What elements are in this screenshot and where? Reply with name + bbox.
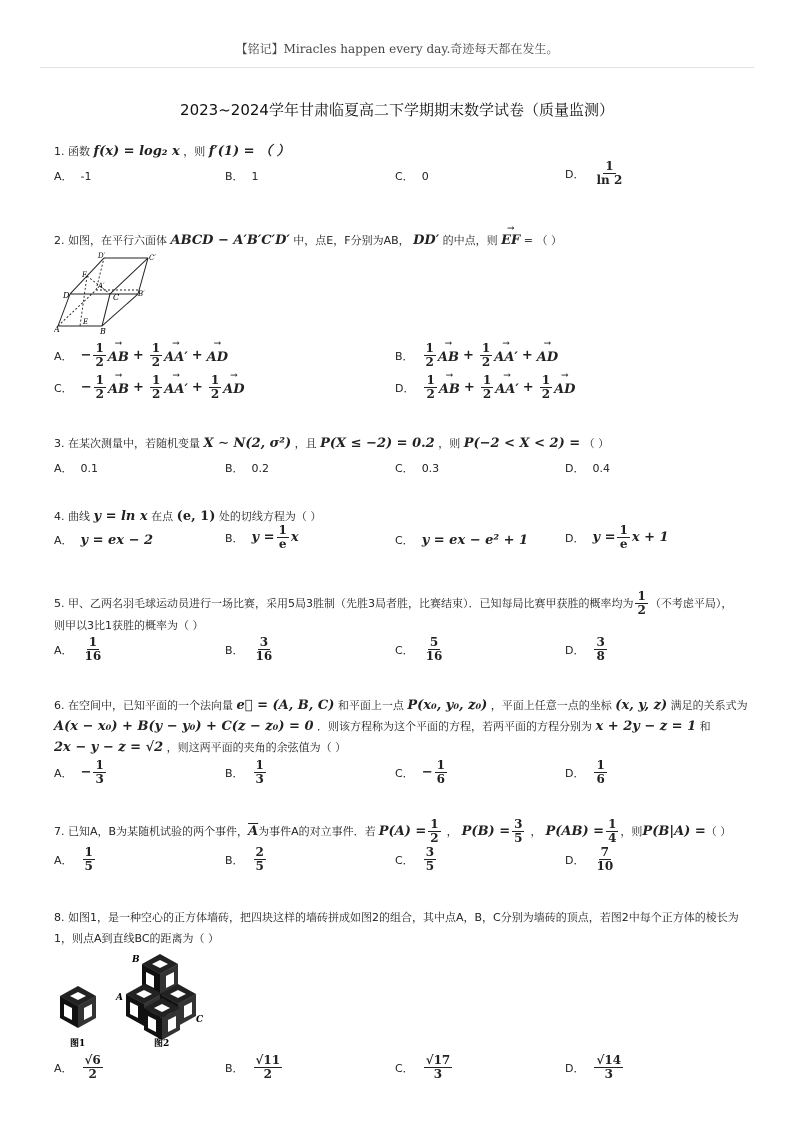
q6-option-c[interactable] (395, 759, 449, 786)
q2-option-b[interactable] (395, 342, 558, 369)
q2-solid: ABCD − A′B′C′D′ (170, 233, 290, 248)
vec-aa1: → AA′ (494, 346, 518, 365)
num: 1 (95, 758, 104, 772)
num: 1 (84, 845, 93, 859)
sign: + (522, 380, 534, 395)
fig-label-e: E (83, 318, 89, 326)
den: 2 (481, 355, 491, 369)
q2-mid2: 的中点，则 (442, 234, 498, 247)
num: 1 (482, 373, 492, 387)
q3-tail: （ ） (583, 437, 610, 450)
option-letter: A． (54, 534, 73, 547)
q7-option-b[interactable] (225, 846, 268, 873)
option-letter: C． (54, 381, 73, 395)
fig-label-c1: C′ (149, 254, 156, 262)
question-1 (54, 144, 290, 159)
num: 1 (481, 341, 491, 355)
sign: − (80, 765, 92, 780)
den: 4 (608, 831, 617, 845)
q4-b-pre: y = (251, 530, 275, 545)
q1-a-value: -1 (80, 169, 92, 183)
fig2-label-b: B (132, 955, 140, 965)
q4-option-d[interactable] (565, 524, 669, 551)
q1-d-fraction (594, 160, 624, 187)
q6-l1c: ，平面上任意一点的坐标 (490, 699, 612, 712)
fig-label-b1: B′ (138, 290, 145, 298)
q1-option-c[interactable] (395, 168, 429, 184)
num: 1 (541, 373, 551, 387)
option-letter: D． (565, 853, 585, 867)
den: e (278, 537, 287, 551)
half (480, 342, 492, 369)
q8-option-c[interactable] (395, 1054, 454, 1081)
page-header: 【铭记】Miracles happen every day.奇迹每天都在发生。 (235, 42, 559, 56)
num: √17 (425, 1053, 451, 1067)
q4-tail: 处的切线方程为（ ） (218, 510, 322, 523)
fraction (428, 818, 440, 845)
fig2-label-c: C (196, 1015, 204, 1025)
den: 6 (436, 772, 445, 786)
sign: + (132, 348, 144, 363)
vec-ab: → AB (108, 346, 129, 365)
q3-b-value: 0.2 (251, 461, 270, 475)
sign: + (463, 380, 475, 395)
q4-b-post: x (290, 530, 299, 545)
num: 1 (605, 159, 614, 173)
option-letter: C． (395, 643, 414, 657)
fig-label-c: C (113, 293, 120, 302)
q5-line1: 5. 甲、乙两名羽毛球运动员进行一场比赛，采用5局3胜制（先胜3局者胜，比赛结束）．已知每局比赛甲获胜的概率均为 (54, 597, 634, 610)
q8-brick-figures (54, 950, 224, 1050)
option-letter: D． (565, 167, 585, 181)
option-letter: A． (54, 853, 73, 867)
num: 1 (210, 373, 220, 387)
q1-prefix: 1. 函数 (54, 145, 90, 158)
q5-option-d[interactable] (565, 636, 609, 663)
den: 2 (426, 387, 435, 401)
den: 2 (263, 1067, 273, 1081)
question-4 (54, 509, 321, 524)
option-letter: B． (225, 766, 244, 780)
q7-pb: P(B) = (461, 824, 511, 839)
sign: − (421, 765, 433, 780)
q6-equation: A(x − x₀) + B(y − y₀) + C(z − z₀) = 0 (54, 719, 314, 734)
q7-ask: P(B|A) = (642, 824, 706, 839)
q6-point: P(x₀, y₀, z₀) (407, 698, 488, 713)
den: 2 (541, 387, 551, 401)
question-6-line-3 (54, 740, 346, 755)
q3-option-a[interactable] (54, 460, 98, 476)
sign: − (80, 380, 92, 395)
num: √6 (84, 1053, 101, 1067)
half (540, 374, 552, 401)
fraction (424, 636, 445, 663)
q2-option-a[interactable] (54, 342, 228, 369)
fraction (254, 759, 266, 786)
q4-option-c[interactable] (395, 532, 528, 548)
q6-l2c: 和 (699, 720, 711, 733)
den: 6 (596, 772, 605, 786)
den: 2 (95, 387, 104, 401)
num: 1 (426, 373, 435, 387)
question-8-line-1: 8. 如图1，是一种空心的正方体墙砖，把四块这样的墙砖拼成如图2的组合，其中点A，B，C分别为墙砖的顶点，若图2中每个正方体的棱长为 (54, 911, 739, 924)
half (209, 374, 221, 401)
den: 5 (84, 859, 93, 873)
q5-option-c[interactable] (395, 636, 446, 663)
option-letter: A． (54, 643, 73, 657)
num: 1 (95, 373, 104, 387)
q4-d-post: x + 1 (631, 530, 669, 545)
den: 5 (425, 859, 435, 873)
den: 2 (151, 355, 161, 369)
fraction (594, 846, 615, 873)
fraction (254, 1054, 283, 1081)
num: 1 (596, 758, 605, 772)
num: 1 (278, 523, 287, 537)
comma: ， (446, 825, 458, 838)
sign: + (191, 348, 203, 363)
den: 10 (596, 859, 614, 873)
q4-prefix: 4. 曲线 (54, 510, 90, 523)
num: 1 (608, 817, 617, 831)
fig2-label-a: A (116, 993, 123, 1003)
q3-c-value: 0.3 (421, 461, 440, 475)
fig-label-a: A (54, 325, 60, 334)
fraction (594, 636, 606, 663)
den: 2 (482, 387, 492, 401)
q1-b-value: 1 (251, 169, 259, 183)
q8-option-b[interactable] (225, 1054, 284, 1081)
vec-aa1: → AA′ (164, 378, 188, 397)
option-letter: B． (225, 462, 244, 475)
sign: + (462, 348, 474, 363)
q6-normal: e⃗ = (A, B, C) (236, 698, 335, 713)
den: 16 (84, 649, 102, 663)
question-5-line-1 (54, 590, 732, 617)
fraction (512, 818, 524, 845)
option-letter: C． (395, 766, 414, 780)
den: 3 (255, 772, 264, 786)
fig-label-d: D (63, 291, 70, 300)
fig1-caption: 图1 (70, 1039, 86, 1049)
num: 3 (596, 635, 605, 649)
q2-prefix: 2. 如图，在平行六面体 (54, 234, 167, 247)
q1-c-value: 0 (421, 169, 429, 183)
comma: ， (530, 825, 542, 838)
q6-option-d[interactable] (565, 759, 609, 786)
num: 1 (436, 758, 445, 772)
q8-option-d[interactable] (565, 1054, 625, 1081)
q4-d-fraction (617, 524, 629, 551)
q7-option-d[interactable] (565, 846, 617, 873)
den: ln 2 (596, 173, 623, 187)
q6-option-a[interactable] (54, 759, 108, 786)
q3-option-d[interactable] (565, 460, 610, 476)
q5-option-b[interactable] (225, 636, 276, 663)
question-8-line-2: 1，则点A到直线BC的距离为（ ） (54, 932, 220, 945)
page-title: 2023~2024学年甘肃临夏高二下学期期末数学试卷（质量监测） (180, 101, 614, 119)
q6-l1a: 6. 在空间中，已知平面的一个法向量 (54, 699, 233, 712)
option-letter: B． (225, 643, 244, 657)
vec-ad: → AD (223, 378, 244, 397)
den: 2 (95, 355, 104, 369)
fraction (83, 846, 95, 873)
q4-mid: 在点 (151, 510, 174, 523)
option-letter: D． (565, 531, 585, 545)
fig2-caption: 图2 (154, 1039, 170, 1049)
half (481, 374, 493, 401)
q6-l1b: 和平面上一点 (337, 699, 404, 712)
question-5-line-2: 则甲以3比1获胜的概率为（ ） (54, 619, 204, 632)
option-letter: D． (565, 462, 585, 475)
option-letter: B． (395, 349, 414, 363)
den: 8 (596, 649, 605, 663)
q2-parallelepiped-figure (54, 250, 164, 334)
fraction (424, 1054, 453, 1081)
sign: + (191, 380, 203, 395)
half (150, 342, 162, 369)
option-letter: C． (395, 853, 414, 867)
half (424, 374, 436, 401)
den: 5 (514, 831, 523, 845)
q4-b-fraction (277, 524, 289, 551)
option-letter: A． (54, 1061, 73, 1075)
vec-aa1: → AA′ (164, 346, 188, 365)
q5-line1-tail: （不考虑平局）， (649, 597, 733, 610)
num: 1 (95, 341, 104, 355)
question-3 (54, 436, 609, 451)
option-letter: A． (54, 766, 73, 780)
num: 1 (151, 373, 161, 387)
q4-c-value: y = ex − e² + 1 (421, 532, 529, 548)
num: 1 (151, 341, 161, 355)
fraction (254, 846, 266, 873)
q7-option-c[interactable] (395, 846, 438, 873)
q6-coord: (x, y, z) (615, 698, 668, 713)
den: 3 (95, 772, 104, 786)
fraction (594, 1054, 623, 1081)
option-letter: D． (565, 766, 585, 780)
num: 1 (255, 758, 264, 772)
q3-dist: X ∼ N(2, σ²) (203, 436, 292, 451)
q3-mid: ，且 (294, 437, 317, 450)
vec-ab: → AB (439, 378, 460, 397)
fraction (424, 846, 436, 873)
den: 2 (430, 831, 439, 845)
q4-a-value: y = ex − 2 (80, 532, 154, 548)
q7-mid2: ，则 (620, 825, 643, 838)
q2-seg: DD′ (413, 233, 440, 248)
num: 3 (425, 845, 435, 859)
vec-ad: → AD (207, 346, 228, 365)
num: √14 (596, 1053, 622, 1067)
question-2 (54, 229, 562, 248)
question-6-line-2 (54, 719, 711, 734)
num: 5 (429, 635, 439, 649)
fraction (93, 759, 105, 786)
option-letter: B． (225, 1061, 244, 1075)
q2-tail: = （ ） (523, 234, 562, 247)
q4-option-a[interactable] (54, 532, 153, 548)
option-letter: C． (395, 170, 414, 183)
q6-plane-1: x + 2y − z = 1 (595, 719, 697, 734)
num: 1 (619, 523, 628, 537)
den: 2 (88, 1067, 97, 1081)
q2-mid: 中，点E，F分别为AB， (293, 234, 410, 247)
den: e (619, 537, 628, 551)
den: 16 (425, 649, 443, 663)
q2-option-d[interactable] (395, 374, 575, 401)
q7-a-bar: $\overline{A}$ (248, 824, 259, 839)
den: 3 (433, 1067, 443, 1081)
num: √11 (255, 1053, 281, 1067)
option-letter: C． (395, 534, 414, 547)
sign: − (80, 348, 92, 363)
q8-option-a[interactable] (54, 1054, 105, 1081)
question-7 (54, 818, 731, 845)
q7-pa: P(A) = (378, 824, 427, 839)
num: 1 (425, 341, 434, 355)
num: 2 (255, 845, 264, 859)
q5-option-a[interactable] (54, 636, 105, 663)
fraction (594, 759, 606, 786)
sign: + (133, 380, 144, 395)
q2-option-c[interactable] (54, 374, 245, 401)
question-6-line-1 (54, 698, 748, 713)
half (93, 342, 105, 369)
option-letter: B． (225, 170, 244, 183)
num: 3 (259, 635, 269, 649)
vec-aa1: → AA′ (495, 378, 519, 397)
den: 3 (604, 1067, 613, 1081)
q7-option-a[interactable] (54, 846, 97, 873)
fraction (83, 1054, 103, 1081)
q3-option-b[interactable] (225, 460, 269, 476)
num: 1 (88, 635, 98, 649)
q1-option-b[interactable] (225, 168, 259, 184)
q1-ask: f′(1) = （ ） (208, 144, 290, 159)
q6-l3b: ，则这两平面的夹角的余弦值为（ ） (166, 741, 347, 754)
q7-pab: P(AB) = (545, 824, 605, 839)
vec-ab: → AB (108, 378, 129, 397)
q3-given: P(X ≤ −2) = 0.2 (320, 436, 435, 451)
den: 5 (255, 859, 264, 873)
q7-tail: （ ） (705, 825, 732, 838)
option-letter: D． (565, 1061, 585, 1075)
num: 3 (514, 817, 523, 831)
q3-d-value: 0.4 (592, 461, 610, 475)
num: 7 (600, 845, 610, 859)
fraction (435, 759, 447, 786)
fig-label-f: F (82, 271, 87, 279)
den: 2 (637, 603, 646, 617)
q5-prob-fraction (635, 590, 647, 617)
q1-function: f(x) = log₂ x (93, 144, 180, 159)
vec-ad: → AD (554, 378, 575, 397)
q6-l1d: 满足的关系式为 (670, 699, 748, 712)
half (424, 342, 436, 369)
q1-mid: ，则 (183, 145, 206, 158)
option-letter: D． (395, 381, 415, 395)
q6-plane-2: 2x − y − z = √2 (54, 740, 164, 755)
half (94, 374, 106, 401)
q3-ask: P(−2 < X < 2) = (463, 436, 581, 451)
fig1-cube (60, 986, 96, 1028)
vec-ad: → AD (537, 346, 558, 365)
q3-mid2: ，则 (438, 437, 461, 450)
q3-option-c[interactable] (395, 460, 439, 476)
q4-d-pre: y = (592, 530, 616, 545)
num: 1 (637, 589, 646, 603)
den: 2 (151, 387, 161, 401)
den: 16 (255, 649, 273, 663)
den: 2 (210, 387, 220, 401)
q2-vector-ef: → EF (501, 229, 520, 248)
half (150, 374, 162, 401)
fraction (83, 636, 104, 663)
q1-option-a[interactable] (54, 168, 92, 184)
q4-point: (e, 1) (176, 509, 216, 524)
option-letter: B． (225, 853, 244, 867)
q6-option-b[interactable] (225, 759, 268, 786)
q3-a-value: 0.1 (80, 461, 99, 475)
option-letter: C． (395, 1061, 414, 1075)
fig-label-b: B (100, 327, 106, 334)
q3-prefix: 3. 在某次测量中，若随机变量 (54, 437, 200, 450)
option-letter: A． (54, 349, 73, 363)
den: 2 (425, 355, 434, 369)
fig-label-a1: A′ (98, 282, 105, 290)
sign: + (521, 348, 533, 363)
option-letter: C． (395, 462, 414, 475)
vec-ab: → AB (438, 346, 459, 365)
q4-curve: y = ln x (93, 509, 148, 524)
option-letter: B． (225, 531, 244, 545)
option-letter: A． (54, 462, 73, 475)
fig-label-d1: D′ (98, 252, 106, 260)
header-divider (40, 67, 754, 68)
option-letter: A． (54, 170, 73, 183)
option-letter: D． (565, 643, 585, 657)
q7-prefix: 7. 已知A，B为某随机试验的两个事件， (54, 825, 249, 838)
q6-l2b: ．则该方程称为这个平面的方程，若两平面的方程分别为 (317, 720, 592, 733)
num: 1 (430, 817, 439, 831)
q4-option-b[interactable] (225, 524, 299, 551)
fraction (606, 818, 618, 845)
q7-mid: 为事件A的对立事件．若 (258, 825, 376, 838)
fraction (254, 636, 275, 663)
q1-option-d[interactable] (565, 160, 626, 187)
